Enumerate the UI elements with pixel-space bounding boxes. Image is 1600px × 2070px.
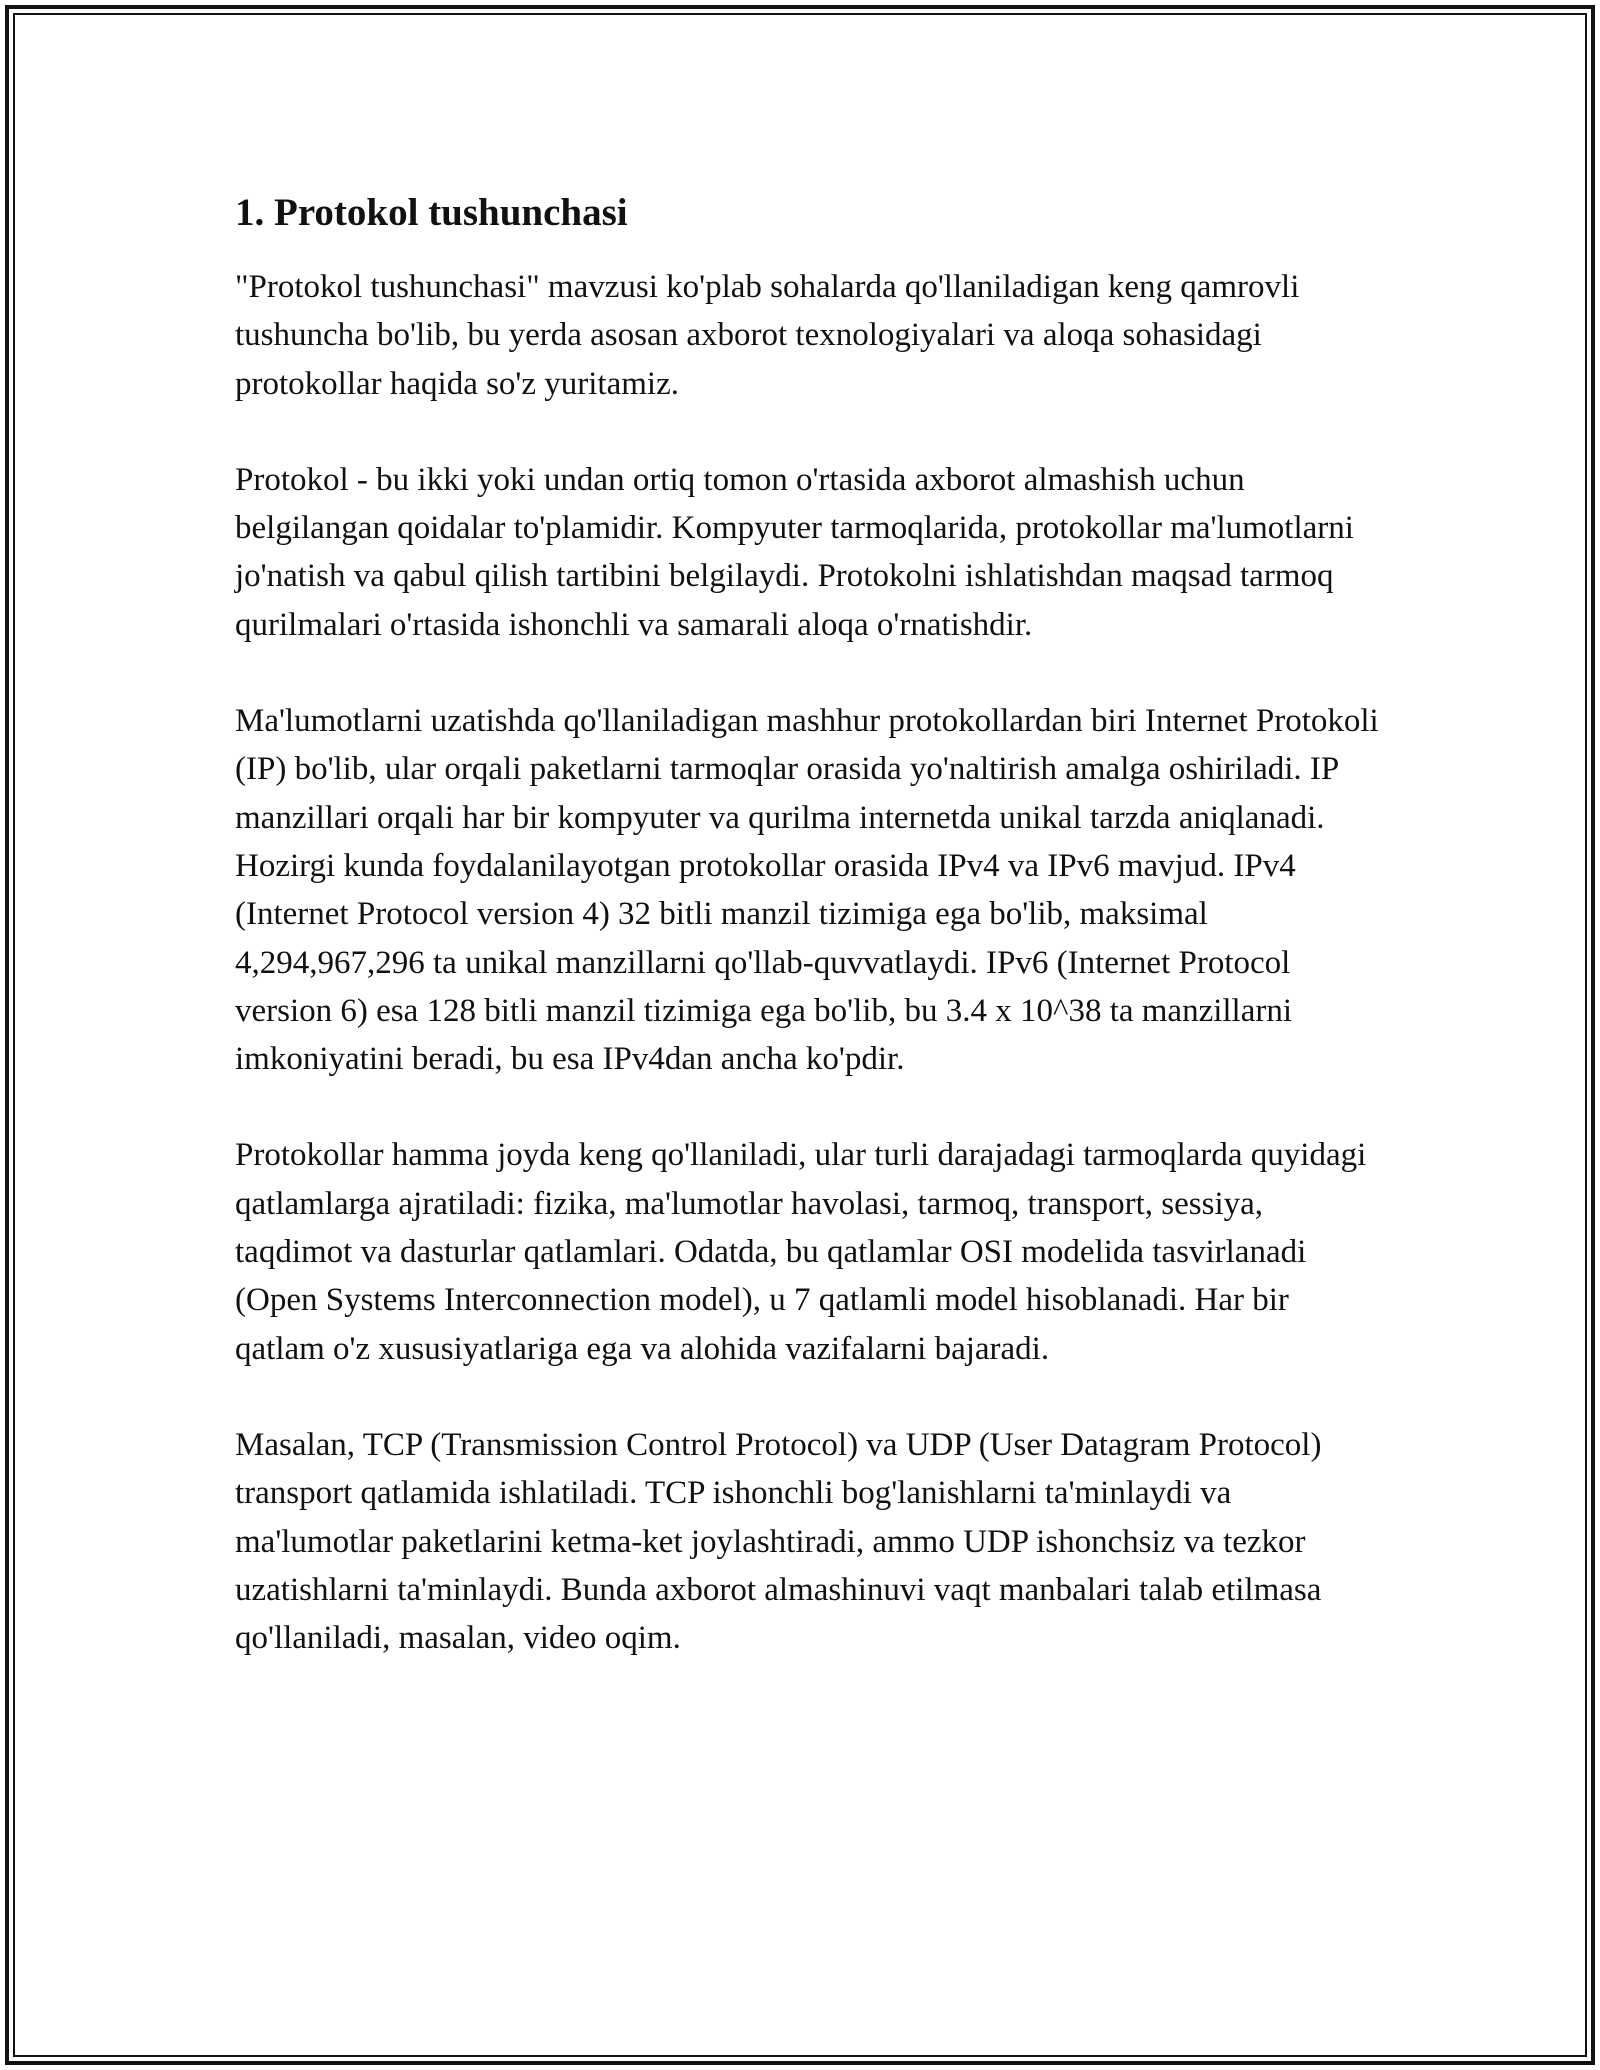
paragraph-osi: Protokollar hamma joyda keng qo'llaniladi, ular turli darajadagi tarmoqlarda quyidagi qatlamlarga ajratiladi: fizika, ma'lumotlar havolasi, tarmoq, transport, sessiya, taqdimot va dasturlar qatlamlari. Odatda, bu qatlamlar OSI modelida tasvirlanadi (Open Systems Interconnection model), u 7 qatlamli model hisoblanadi. Har bir qatlam o'z xususiyatlariga ega va alohida vazifalarni bajaradi. bbox=[235, 1137, 1367, 1367]
paragraph-ip: Ma'lumotlarni uzatishda qo'llaniladigan mashhur protokollardan biri Internet Protokoli (IP) bo'lib, ular orqali paketlarni tarmoqlar orasida yo'naltirish amalga oshiriladi. IP manzillari orqali har bir kompyuter va qurilma internetda unikal tarzda aniqlanadi. Hozirgi kunda foydalanilayotgan protokollar orasida IPv4 va IPv6 mavjud. IPv4 (Internet Protocol version 4) 32 bitli manzil tizimiga ega bo'lib, maksimal 4,294,967,296 ta unikal manzillarni qo'llab-quvvatlaydi. IPv6 (Internet Protocol version 6) esa 128 bitli manzil tizimiga ega bo'lib, bu 3.4 x 10^38 ta manzillarni imkoniyatini beradi, bu esa IPv4dan ancha ko'pdir. bbox=[235, 703, 1379, 1078]
paragraph-intro: "Protokol tushunchasi" mavzusi ko'plab sohalarda qo'llaniladigan keng qamrovli tushuncha bo'lib, bu yerda asosan axborot texnologiyalari va aloqa sohasidagi protokollar haqida so'z yuritamiz. bbox=[235, 269, 1300, 402]
section-heading: 1. Protokol tushunchasi bbox=[235, 191, 628, 234]
paragraph-definition: Protokol - bu ikki yoki undan ortiq tomon o'rtasida axborot almashish uchun belgilangan qoidalar to'plamidir. Kompyuter tarmoqlarida, protokollar ma'lumotlarni jo'natish va qabul qilish tartibini belgilaydi. Protokolni ishlatishdan maqsad tarmoq qurilmalari o'rtasida ishonchli va samarali aloqa o'rnatishdir. bbox=[235, 461, 1354, 643]
paragraph-tcp-udp: Masalan, TCP (Transmission Control Protocol) va UDP (User Datagram Protocol) transport qatlamida ishlatiladi. TCP ishonchli bog'lanishlarni ta'minlaydi va ma'lumotlar paketlarini ketma-ket joylashtiradi, ammo UDP ishonchsiz va tezkor uzatishlarni ta'minlaydi. Bunda axborot almashinuvi vaqt manbalari talab etilmasa qo'llaniladi, masalan, video oqim. bbox=[235, 1426, 1322, 1657]
document-body bbox=[235, 185, 1380, 1710]
